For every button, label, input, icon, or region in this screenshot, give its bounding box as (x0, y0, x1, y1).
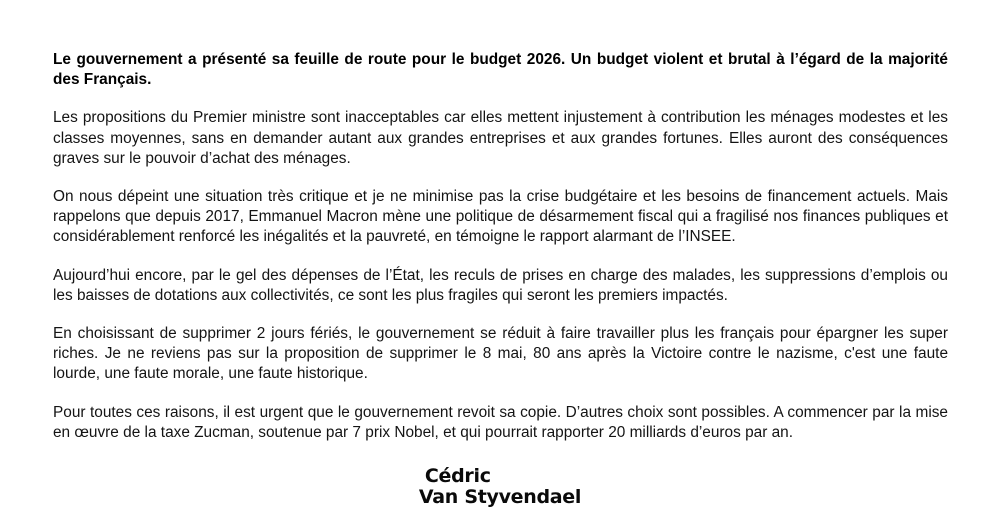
body-paragraph-3: Aujourd’hui encore, par le gel des dépenses de l’État, les reculs de prises en charge des malades, les suppressions d’emplois ou les baisses de dotations aux collectivités, ce sont les plus fragiles qui seront les premiers impactés. (53, 266, 948, 304)
body-paragraph-4: En choisissant de supprimer 2 jours fériés, le gouvernement se réduit à faire travailler plus les français pour épargner les super riches. Je ne reviens pas sur la proposition de supprimer le 8 mai, 80 ans après la Victoire contre le nazisme, c'est une faute lourde, une faute morale, une faute historique. (53, 325, 948, 383)
body-paragraph-1: Les propositions du Premier ministre sont inacceptables car elles mettent injustement à contribution les ménages modestes et les classes moyennes, sans en demander autant aux grandes entreprises et aux grandes fortunes. Elles auront des conséquences graves sur le pouvoir d’achat des ménages. (53, 109, 948, 167)
body-paragraph-5: Pour toutes ces raisons, il est urgent que le gouvernement revoit sa copie. D’autres choix sont possibles. A commencer par la mise en œuvre de la taxe Zucman, soutenue par 7 prix Nobel, et qui pourrait rapporter 20 milliards d’euros par an. (53, 403, 948, 441)
body-paragraph-2: On nous dépeint une situation très critique et je ne minimise pas la crise budgétaire et les besoins de financement actuels. Mais rappelons que depuis 2017, Emmanuel Macron mène une politique de désarmement fiscal qui a fragilisé nos finances publiques et considérablement renforcé les inégalités et la pauvreté, en témoigne le rapport alarmant de l’INSEE. (53, 188, 948, 246)
author-last-name: Van Styvendael (418, 486, 582, 508)
statement-document (53, 50, 948, 461)
signature-block (0, 466, 1000, 508)
author-first-name: Cédric (424, 465, 491, 487)
author-name (419, 466, 581, 508)
lead-paragraph: Le gouvernement a présenté sa feuille de route pour le budget 2026. Un budget violent et brutal à l’égard de la majorité des Français. (53, 51, 948, 89)
